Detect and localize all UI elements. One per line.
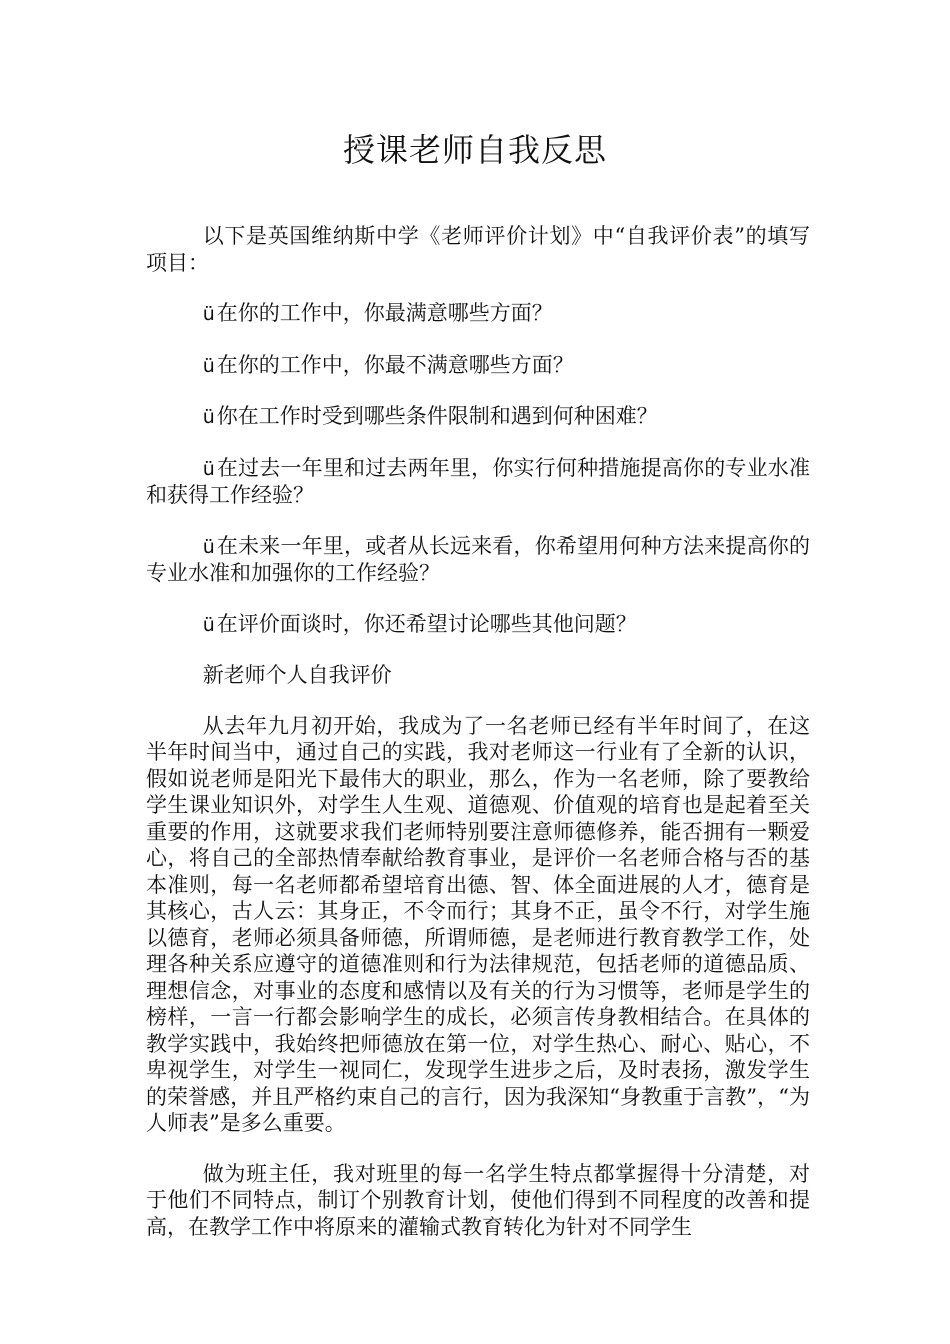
list-item-text: 在未来一年里，或者从长远来看，你希望用何种方法来提高你的专业水准和加强你的工作经验？ [146,533,810,585]
checkmark-icon: ü [202,535,215,558]
body-paragraph: 做为班主任，我对班里的每一名学生特点都掌握得十分清楚，对于他们不同特点，制订个别教育计划，使他们得到不同程度的改善和提高，在教学工作中将原来的灌输式教育转化为针对不同学生 [146,1161,810,1239]
list-item [146,300,810,328]
list-item [146,352,810,380]
checkmark-icon: ü [202,613,215,636]
document-title: 授课老师自我反思 [342,131,607,169]
list-item-text: 你在工作时受到哪些条件限制和遇到何种困难？ [216,404,658,428]
checkmark-icon: ü [202,457,215,480]
list-item [146,455,810,509]
body-paragraph: 从去年九月初开始，我成为了一名老师已经有半年时间了，在这半年时间当中，通过自己的实践，我对老师这一行业有了全新的认识，假如说老师是阳光下最伟大的职业，那么，作为一名老师，除了要教给学生课业知识外，对学生人生观、道德观、价值观的培育也是起着至关重要的作用，这就要求我们老师特别要注意师德修养，能否拥有一颗爱心，将自己的全部热情奉献给教育事业，是评价一名老师合格与否的基本准则，每一名老师都希望培育出德、智、体全面进展的人才，德育是其核心，古人云：其身正，不令而行；其身不正，虽令不行，对学生施以德育，老师必须具备师德，所谓师德，是老师进行教育教学工作，处理各种关系应遵守的道德准则和行为法律规范，包括老师的道德品质、理想信念，对事业的态度和感情以及有关的行为习惯等，老师是学生的榜样，一言一行都会影响学生的成长，必须言传身教相结合。在具体的教学实践中，我始终把师德放在第一位，对学生热心、耐心、贴心，不卑视学生，对学生一视同仁，发现学生进步之后，及时表扬，激发学生的荣誉感，并且严格约束自己的言行，因为我深知“身教重于言教”，“为人师表”是多么重要。 [146,713,810,1135]
list-item-text: 在你的工作中，你最满意哪些方面？ [216,301,553,325]
list-item-text: 在过去一年里和过去两年里，你实行何种措施提高你的专业水准和获得工作经验？ [146,455,810,507]
list-item-text: 在你的工作中，你最不满意哪些方面？ [216,352,574,377]
list-item [146,533,810,587]
list-item-text: 在评价面谈时，你还希望讨论哪些其他问题？ [216,611,637,636]
document-body [146,223,810,1240]
checkmark-icon: ü [202,406,215,428]
section-heading: 新老师个人自我评价 [202,663,392,687]
list-item [146,403,810,431]
checkmark-icon: ü [202,303,215,325]
list-item [146,611,810,639]
checkmark-icon: ü [202,354,215,377]
intro-paragraph: 以下是英国维纳斯中学《老师评价计划》中“自我评价表”的填写项目： [146,224,810,275]
